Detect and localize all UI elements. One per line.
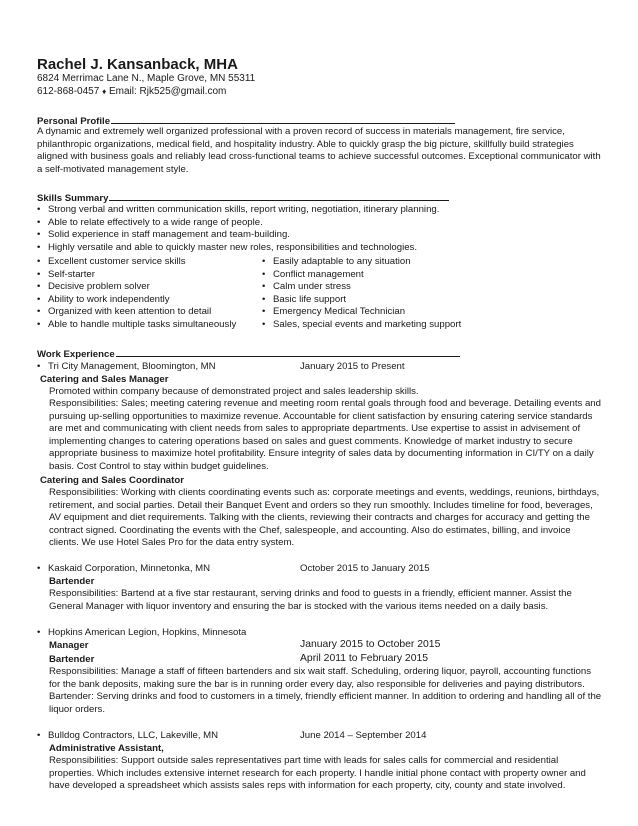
candidate-name: Rachel J. Kansanback, MHA — [37, 56, 238, 73]
list-item: • Calm under stress — [262, 281, 461, 294]
heading-rule — [109, 192, 449, 201]
list-item: • Decisive problem solver — [37, 281, 236, 294]
job-dates: June 2014 – September 2014 — [300, 730, 427, 741]
job-description: Responsibilities: Manage a staff of fifteen bartenders and six wait staff. Scheduling, ordering liquor, payroll, accounting functions for the bank deposits, making sure the bar is in running order every day, also responsible for deliveries and paying distributors. Bartender: Serving drinks and food to customers in a timely, friendly efficient manner. In addition to ordering and handling all of the liquor orders. — [49, 666, 602, 715]
job-description: Promoted within company because of demonstrated project and sales leadership skills. — [49, 386, 419, 397]
list-item: • Able to handle multiple tasks simultaneously — [37, 319, 236, 332]
list-item: • Easily adaptable to any situation — [262, 256, 461, 269]
list-item: • Ability to work independently — [37, 294, 236, 307]
section-heading-work — [37, 348, 460, 360]
profile-heading-text: Personal Profile — [37, 116, 111, 127]
job-title: Bartender — [49, 576, 95, 587]
list-item: • Able to relate effectively to a wide range of people. — [37, 217, 439, 230]
job-employer — [37, 563, 210, 574]
list-item: • Organized with keen attention to detail — [37, 306, 236, 319]
profile-text: A dynamic and extremely well organized professional with a proven record of success in materials management, fire service, philanthropic organizations, medical field, and hospitality industry. Able to quickly grasp the big picture, skillfully build strategies aligned with business goals and reliably lead cross-functional teams to achieve successful outcomes. Exceptional communicator with a self-motivated management style. — [37, 126, 601, 175]
job-employer — [37, 627, 246, 638]
job-employer — [37, 730, 218, 741]
list-item: • Sales, special events and marketing support — [262, 319, 461, 332]
job-title: Catering and Sales Coordinator — [40, 475, 184, 486]
job-dates: January 2015 to Present — [300, 361, 405, 372]
job-title: Catering and Sales Manager — [40, 374, 169, 385]
phone: 612-868-0457 — [37, 86, 100, 97]
list-item: • Self-starter — [37, 269, 236, 282]
bullet: • — [37, 361, 41, 372]
bullet: • — [37, 563, 41, 574]
employer-text: Kaskaid Corporation, Minnetonka, MN — [48, 563, 211, 574]
heading-rule — [116, 348, 460, 357]
job-description: Responsibilities: Bartend at a five star restaurant, serving drinks and food to guests in a friendly, efficient manner. Assist the General Manager with liquor inventory and ensuring the bar is stocked with the various items needed on a daily basis. — [49, 588, 572, 612]
job-employer — [37, 361, 216, 372]
list-item: • Highly versatile and able to quickly master new roles, responsibilities and technologies. — [37, 242, 439, 255]
job-dates: October 2015 to January 2015 — [300, 563, 430, 574]
skills-heading-text: Skills Summary — [37, 193, 109, 204]
employer-text: Bulldog Contractors, LLC, Lakeville, MN — [48, 730, 219, 741]
bullet: • — [37, 627, 41, 638]
skills-left-list — [37, 256, 236, 332]
job-dates: April 2011 to February 2015 — [300, 653, 429, 664]
employer-text: Hopkins American Legion, Hopkins, Minnesota — [48, 627, 247, 638]
list-item: • Solid experience in staff management and team-building. — [37, 229, 439, 242]
list-item: • Excellent customer service skills — [37, 256, 236, 269]
job-description: Responsibilities: Working with clients coordinating events such as: corporate meetings and events, weddings, reunions, birthdays, retirement, and social parties. Detail their Banquet Event and orders so they run smoothly. Includes timeline for food, beverages, AV equipment and diet requirements. Talking with the clients, reviewing their contracts and charges for accuracy and getting the contract signed. Coordinating the events with the Chef, salespeople, and accounting. Also do estimates, billing, and invoice clients. We use Hotel Sales Pro for the data entry system. — [49, 487, 600, 548]
contact-line — [37, 86, 226, 99]
list-item: • Conflict management — [262, 269, 461, 282]
work-heading-text: Work Experience — [37, 349, 115, 360]
job-title: Bartender — [49, 654, 95, 665]
bullet: • — [37, 730, 41, 741]
job-description: Responsibilities: Support outside sales representatives part time with leads for sales calls for commercial and residential properties. Which includes extensive internet research for each property. I handle initial phone contact with property owner and have developed a spreadsheet which assists sales reps with information for each property, city, county and state involved. — [49, 755, 586, 791]
heading-rule — [111, 115, 455, 124]
job-title: Manager — [49, 640, 89, 651]
diamond-separator: ♦ — [102, 87, 107, 96]
skills-right-list — [262, 256, 461, 332]
list-item: • Emergency Medical Technician — [262, 306, 461, 319]
employer-text: Tri City Management, Bloomington, MN — [48, 361, 216, 372]
list-item: • Basic life support — [262, 294, 461, 307]
address: 6824 Merrimac Lane N., Maple Grove, MN 55311 — [37, 73, 256, 84]
section-heading-skills — [37, 192, 449, 204]
job-dates: January 2015 to October 2015 — [300, 639, 441, 650]
skills-top-list — [37, 204, 439, 254]
job-title: Administrative Assistant, — [49, 743, 164, 754]
job-description: Responsibilities: Sales; meeting catering revenue and meeting room rental goals through food and beverage. Detailing events and pursuing up-selling opportunities to maximize revenue. Accountable for client satisfaction by ensuring catering service standards are met and communicating with client needs from sales to appropriate departments. Use expertise to assist in advisement of implementing changes to catering operations based on sales and guest comments. Knowledge of market industry to secure appropriate business to maximize hotel profitability. Ensure integrity of sales data by documenting information in CI/TY on a daily basis. Cost Control to stay within budget guidelines. — [49, 398, 601, 472]
list-item: • Strong verbal and written communication skills, report writing, negotiation, itinerary planning. — [37, 204, 439, 217]
email: Email: Rjk525@gmail.com — [108, 86, 227, 97]
